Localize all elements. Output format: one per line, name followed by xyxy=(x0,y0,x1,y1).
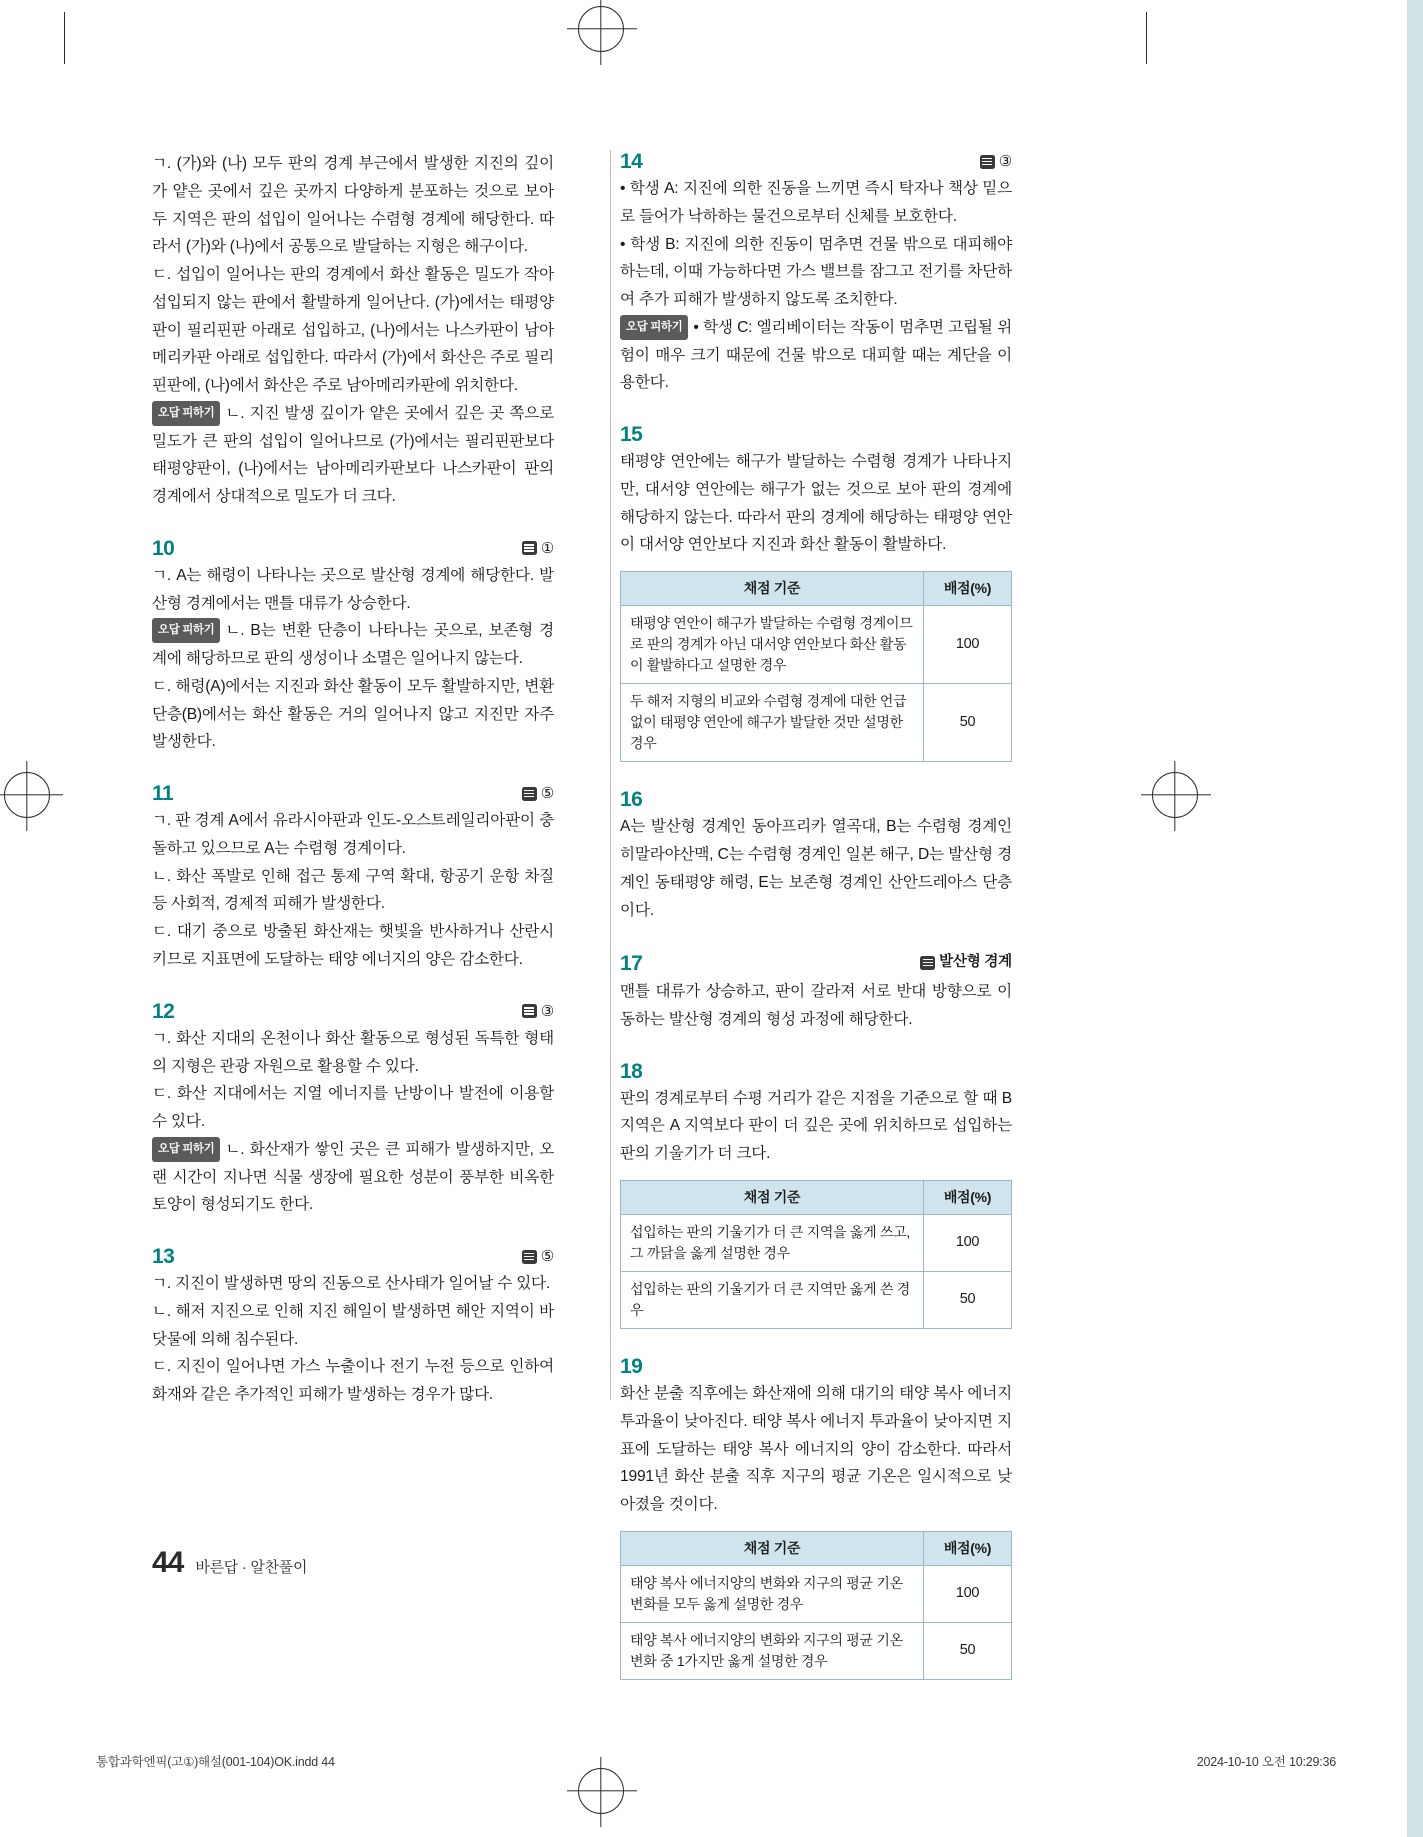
score-cell: 100 xyxy=(924,1565,1012,1622)
explanation-paragraph: ㄷ. 화산 지대에서는 지열 에너지를 난방이나 발전에 이용할 수 있다. xyxy=(152,1085,554,1131)
avoid-paragraph xyxy=(152,617,554,673)
question-block-13 xyxy=(152,1245,554,1409)
criteria-cell: 섭입하는 판의 기울기가 더 큰 지역을 옳게 쓰고, 그 까닭을 옳게 설명한 경우 xyxy=(621,1214,924,1271)
avoid-mistake-tag: 오답 피하기 xyxy=(152,401,220,426)
question-block-15 xyxy=(620,423,1012,762)
book-title: 바른답 · 알찬풀이 xyxy=(195,1559,308,1576)
score-cell: 100 xyxy=(924,1214,1012,1271)
question-block-19 xyxy=(620,1355,1012,1680)
question-block-17 xyxy=(620,950,1012,1033)
question-number: 19 xyxy=(620,1354,643,1378)
explanation-paragraph: ㄷ. 지진이 일어나면 가스 누출이나 전기 누전 등으로 인하여 화재와 같은 추가적인 피해가 발생하는 경우가 많다. xyxy=(152,1358,554,1404)
explanation-paragraph: ㄱ. 지진이 발생하면 땅의 진동으로 산사태가 일어날 수 있다. xyxy=(152,1275,551,1293)
explanation-paragraph: ㄷ. 해령(A)에서는 지진과 화산 활동이 모두 활발하지만, 변환 단층(B)에서는 화산 활동은 거의 일어나지 않고 지진만 자주 발생한다. xyxy=(152,677,554,751)
avoid-paragraph xyxy=(152,400,554,511)
page-footer xyxy=(152,1546,307,1580)
table-header-row xyxy=(621,572,1012,606)
avoid-mistake-tag: 오답 피하기 xyxy=(152,618,220,643)
answer-value: ③ xyxy=(540,1002,554,1020)
registration-mark-top xyxy=(578,6,624,52)
crop-mark-top-right xyxy=(1146,12,1147,64)
scoring-rubric-table xyxy=(620,1180,1012,1329)
slug-timestamp: 2024-10-10 오전 10:29:36 xyxy=(1196,1755,1336,1769)
answer-value: ⑤ xyxy=(540,1248,554,1266)
scoring-rubric-table xyxy=(620,571,1012,762)
question-block-16 xyxy=(620,788,1012,924)
column-header-criteria: 채점 기준 xyxy=(621,1180,924,1214)
criteria-cell: 태양 복사 에너지양의 변화와 지구의 평균 기온 변화를 모두 옳게 설명한 경우 xyxy=(621,1565,924,1622)
question-number: 15 xyxy=(620,423,643,447)
table-header-row xyxy=(621,1531,1012,1565)
score-cell: 50 xyxy=(924,684,1012,762)
content-columns xyxy=(152,150,1072,1684)
answer-book-icon xyxy=(522,787,537,801)
question-header xyxy=(620,950,1012,976)
explanation-paragraph: ㄱ. (가)와 (나) 모두 판의 경계 부근에서 발생한 지진의 깊이가 얕은 곳에서 깊은 곳까지 다양하게 분포하는 것으로 보아 두 지역은 판의 섭입이 일어나는 수렴형 경계에 해당한다. 따라서 (가)와 (나)에서 공통으로 발달하는 지형은 해구이다. xyxy=(152,155,554,256)
answer-book-icon xyxy=(920,956,935,970)
registration-mark-right xyxy=(1152,772,1198,818)
column-header-criteria: 채점 기준 xyxy=(621,572,924,606)
score-cell: 50 xyxy=(924,1271,1012,1328)
criteria-cell: 섭입하는 판의 기울기가 더 큰 지역만 옳게 쓴 경우 xyxy=(621,1271,924,1328)
avoid-paragraph xyxy=(152,1136,554,1219)
explanation-paragraph: A는 발산형 경계인 동아프리카 열곡대, B는 수렴형 경계인 히말라야산맥, C는 수렴형 경계인 일본 해구, D는 발산형 경계인 동태평양 해령, E는 보존형 경계인 산안드레아스 단층이다. xyxy=(620,818,1012,919)
table-row xyxy=(621,1271,1012,1328)
answer-badge xyxy=(522,1249,554,1264)
question-number: 12 xyxy=(152,999,175,1023)
question-block-11 xyxy=(152,782,554,974)
answer-badge xyxy=(522,541,554,556)
continued-explanation-block xyxy=(152,150,554,511)
table-row xyxy=(621,1622,1012,1679)
slug-filename: 통합과학엔픽(고①)해설(001-104)OK.indd 44 xyxy=(96,1755,335,1769)
question-block-18 xyxy=(620,1060,1012,1329)
avoid-text: • 학생 C: 엘리베이터는 작동이 멈추면 고립될 위험이 매우 크기 때문에 건물 밖으로 대피할 때는 계단을 이용한다. xyxy=(620,318,1012,392)
answer-value: ① xyxy=(540,539,554,557)
page-edge-band xyxy=(1407,0,1423,1837)
criteria-cell: 태양 복사 에너지양의 변화와 지구의 평균 기온 변화 중 1가지만 옳게 설명한 경우 xyxy=(621,1622,924,1679)
explanation-paragraph: 태평양 연안에는 해구가 발달하는 수렴형 경계가 나타나지만, 대서양 연안에는 해구가 없는 것으로 보아 판의 경계에 해당하지 않는다. 따라서 판의 경계에 해당하는 태평양 연안이 대서양 연안보다 지진과 화산 활동이 활발하다. xyxy=(620,453,1012,554)
explanation-paragraph: ㄷ. 섭입이 일어나는 판의 경계에서 화산 활동은 밀도가 작아 섭입되지 않는 판에서 활발하게 일어난다. (가)에서는 태평양판이 필리핀판 아래로 섭입하고, (나)에서는 나스카판이 남아메리카판 아래로 섭입한다. 따라서 (가)에서 화산은 주로 필리핀판에, (나)에서 화산은 주로 남아메리카판에 위치한다. xyxy=(152,266,554,394)
question-header xyxy=(620,150,1012,173)
answer-badge xyxy=(980,154,1012,169)
answer-value: 발산형 경계 xyxy=(939,954,1012,971)
column-header-score: 배점(%) xyxy=(924,1531,1012,1565)
table-header-row xyxy=(621,1180,1012,1214)
explanation-paragraph: 화산 분출 직후에는 화산재에 의해 대기의 태양 복사 에너지 투과율이 낮아진다. 태양 복사 에너지 투과율이 낮아지면 지표에 도달하는 태양 복사 에너지의 양이 감소한다. 따라서 1991년 화산 분출 직후 지구의 평균 기온은 일시적으로 낮아졌을 것이다. xyxy=(620,1385,1012,1514)
table-row xyxy=(621,1214,1012,1271)
answer-value: ③ xyxy=(998,153,1012,171)
explanation-paragraph: 판의 경계로부터 수평 거리가 같은 지점을 기준으로 할 때 B 지역은 A 지역보다 판이 더 깊은 곳에 위치하므로 섭입하는 판의 기울기가 더 크다. xyxy=(620,1089,1012,1163)
table-row xyxy=(621,606,1012,684)
question-header xyxy=(620,788,1012,811)
criteria-cell: 태평양 연안이 해구가 발달하는 수렴형 경계이므로 판의 경계가 아닌 대서양 연안보다 화산 활동이 활발하다고 설명한 경우 xyxy=(621,606,924,684)
question-header xyxy=(620,1060,1012,1083)
answer-book-icon xyxy=(522,1250,537,1264)
avoid-text: ㄴ. 지진 발생 깊이가 얕은 곳에서 깊은 곳 쪽으로 밀도가 큰 판의 섭입이 일어나므로 (가)에서는 필리핀판보다 태평양판이, (나)에서는 남아메리카판보다 나스카판이 판의 경계에서 상대적으로 밀도가 더 크다. xyxy=(152,404,554,505)
explanation-paragraph: • 학생 B: 지진에 의한 진동이 멈추면 건물 밖으로 대피해야 하는데, 이때 가능하다면 가스 밸브를 잠그고 전기를 차단하여 추가 피해가 발생하지 않도록 조치한다. xyxy=(620,235,1012,309)
avoid-mistake-tag: 오답 피하기 xyxy=(620,315,688,340)
answer-book-icon xyxy=(980,155,995,169)
question-block-14 xyxy=(620,150,1012,397)
explanation-paragraph: ㄱ. 화산 지대의 온천이나 화산 활동으로 형성된 독특한 형태의 지형은 관광 자원으로 활용할 수 있다. xyxy=(152,1029,554,1075)
question-header xyxy=(152,782,554,805)
crop-mark-top-left xyxy=(64,12,65,64)
scoring-rubric-table xyxy=(620,1531,1012,1680)
avoid-paragraph xyxy=(620,314,1012,397)
criteria-cell: 두 해저 지형의 비교와 수렴형 경계에 대한 언급 없이 태평양 연안에 해구가 발달한 것만 설명한 경우 xyxy=(621,684,924,762)
question-number: 11 xyxy=(152,782,174,806)
avoid-mistake-tag: 오답 피하기 xyxy=(152,1137,220,1162)
question-number: 10 xyxy=(152,536,175,560)
left-column xyxy=(152,150,582,1684)
column-header-criteria: 채점 기준 xyxy=(621,1531,924,1565)
table-row xyxy=(621,1565,1012,1622)
question-header xyxy=(152,1000,554,1023)
explanation-paragraph: ㄱ. A는 해령이 나타나는 곳으로 발산형 경계에 해당한다. 발산형 경계에서는 맨틀 대류가 상승한다. xyxy=(152,566,554,612)
question-header xyxy=(152,1245,554,1268)
page-number: 44 xyxy=(152,1546,184,1579)
answer-badge xyxy=(522,1004,554,1019)
question-header xyxy=(620,423,1012,446)
answer-value: ⑤ xyxy=(540,785,554,803)
score-cell: 100 xyxy=(924,606,1012,684)
question-block-12 xyxy=(152,1000,554,1219)
explanation-paragraph: ㄴ. 화산 폭발로 인해 접근 통제 구역 확대, 항공기 운항 차질 등 사회적, 경제적 피해가 발생한다. xyxy=(152,867,554,913)
avoid-text: ㄴ. B는 변환 단층이 나타나는 곳으로, 보존형 경계에 해당하므로 판의 생성이나 소멸은 일어나지 않는다. xyxy=(152,622,554,668)
answer-book-icon xyxy=(522,541,537,555)
explanation-paragraph: ㄴ. 해저 지진으로 인해 지진 해일이 발생하면 해안 지역이 바닷물에 의해 침수된다. xyxy=(152,1302,554,1348)
registration-mark-bottom xyxy=(578,1768,624,1814)
question-number: 18 xyxy=(620,1059,643,1083)
table-row xyxy=(621,684,1012,762)
question-header xyxy=(152,537,554,560)
registration-mark-left xyxy=(4,772,50,818)
avoid-text: ㄴ. 화산재가 쌓인 곳은 큰 피해가 발생하지만, 오랜 시간이 지나면 식물 생장에 필요한 성분이 풍부한 비옥한 토양이 형성되기도 한다. xyxy=(152,1140,554,1214)
answer-badge xyxy=(920,950,1012,976)
question-number: 17 xyxy=(620,951,643,975)
score-cell: 50 xyxy=(924,1622,1012,1679)
column-header-score: 배점(%) xyxy=(924,1180,1012,1214)
question-number: 13 xyxy=(152,1245,175,1269)
explanation-paragraph: ㄱ. 판 경계 A에서 유라시아판과 인도-오스트레일리아판이 충돌하고 있으므로 A는 수렴형 경계이다. xyxy=(152,812,554,857)
explanation-paragraph: 맨틀 대류가 상승하고, 판이 갈라져 서로 반대 방향으로 이동하는 발산형 경계의 형성 과정에 해당한다. xyxy=(620,983,1012,1028)
explanation-paragraph: • 학생 A: 지진에 의한 진동을 느끼면 즉시 탁자나 책상 밑으로 들어가 낙하하는 물건으로부터 신체를 보호한다. xyxy=(620,180,1012,225)
question-header xyxy=(620,1355,1012,1378)
question-number: 16 xyxy=(620,788,643,812)
question-block-10 xyxy=(152,537,554,756)
column-header-score: 배점(%) xyxy=(924,572,1012,606)
answer-badge xyxy=(522,786,554,801)
answer-book-icon xyxy=(522,1004,537,1018)
question-number: 14 xyxy=(620,150,643,173)
print-slug xyxy=(96,1752,1336,1770)
right-column xyxy=(582,150,1012,1684)
explanation-paragraph: ㄷ. 대기 중으로 방출된 화산재는 햇빛을 반사하거나 산란시키므로 지표면에 도달하는 태양 에너지의 양은 감소한다. xyxy=(152,923,554,968)
